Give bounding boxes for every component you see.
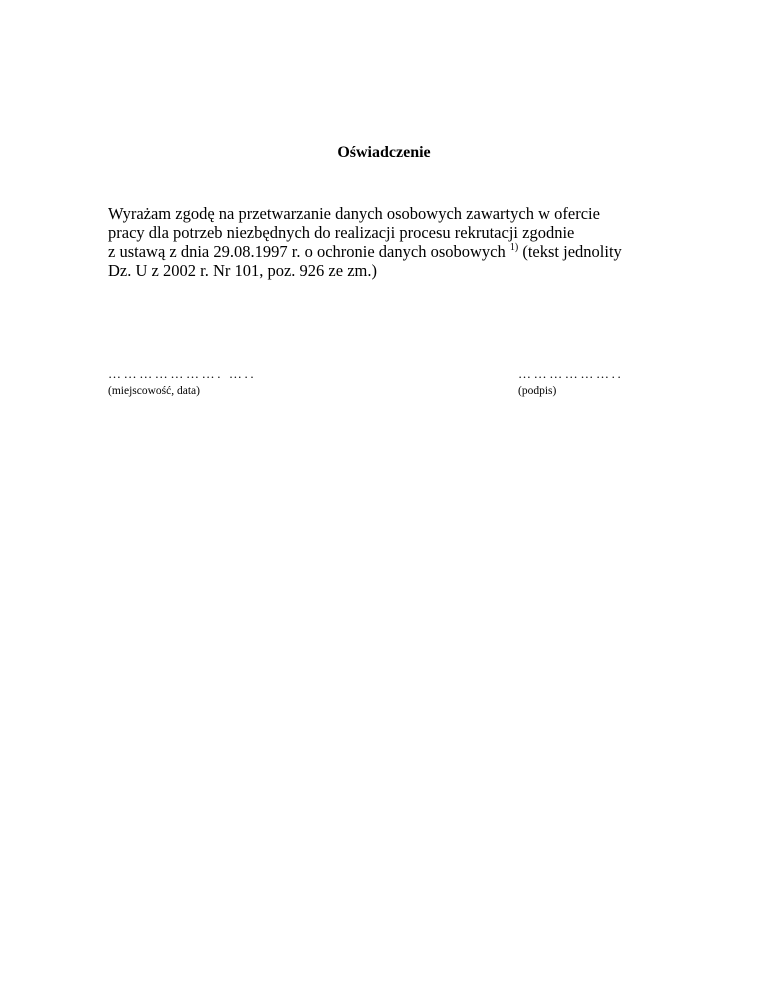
signature-block bbox=[518, 366, 623, 398]
statement-line-4: Dz. U z 2002 r. Nr 101, poz. 926 ze zm.) bbox=[108, 261, 377, 280]
footnote-reference: 1) bbox=[509, 242, 519, 253]
statement-line-1: Wyrażam zgodę na przetwarzanie danych osobowych zawartych w ofercie bbox=[108, 204, 600, 223]
statement-line-3-text: z ustawą z dnia 29.08.1997 r. o ochronie danych osobowych bbox=[108, 242, 510, 261]
consent-statement bbox=[108, 204, 688, 280]
place-date-dotted-line: …………………. ….. bbox=[108, 366, 257, 381]
place-date-caption: (miejscowość, data) bbox=[108, 385, 200, 397]
document-title: Oświadczenie bbox=[337, 144, 431, 161]
signature-dotted-line: ……………….. bbox=[518, 366, 624, 381]
statement-line-3-tail: (tekst jednolity bbox=[518, 242, 622, 261]
signature-caption: (podpis) bbox=[518, 385, 557, 397]
statement-line-2: pracy dla potrzeb niezbędnych do realizacji procesu rekrutacji zgodnie bbox=[108, 223, 575, 242]
place-date-signature-block bbox=[108, 366, 256, 398]
statement-line-3 bbox=[108, 242, 688, 261]
